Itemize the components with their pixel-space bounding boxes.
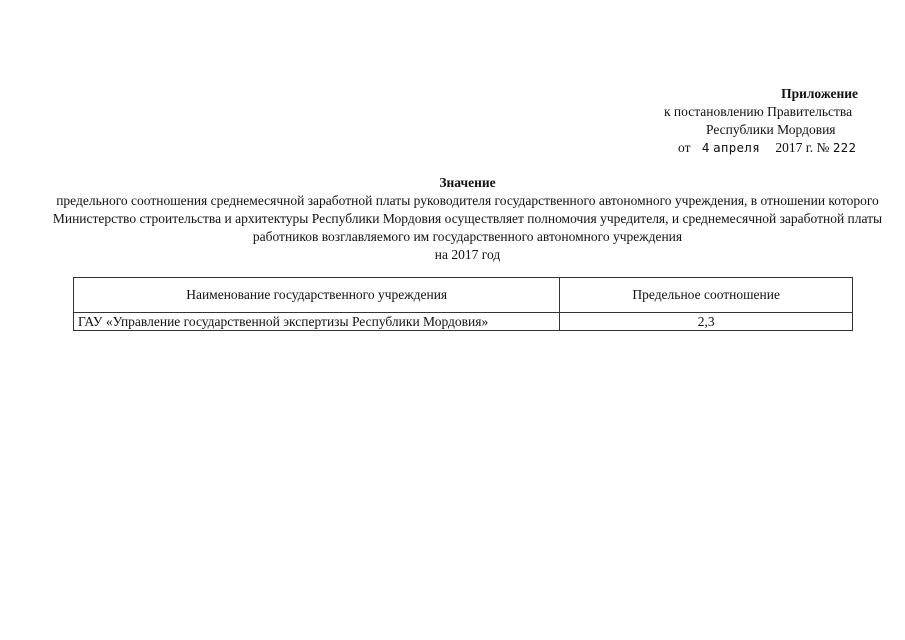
appendix-resolution-line: к постановлению Правительства [664,104,853,119]
number-label: № [816,140,830,155]
table-row [74,313,853,331]
date-day: 4 [701,140,710,155]
date-year: 2017 г. [775,140,814,155]
appendix-title: Приложение [781,86,858,101]
appendix-block [640,85,880,157]
appendix-republic-line: Республики Мордовия [706,122,836,137]
resolution-number: 222 [832,140,857,155]
ratio-value-cell: 2,3 [560,313,853,331]
heading-period: на 2017 год [434,247,501,262]
document-heading [50,174,885,264]
header-ratio: Предельное соотношение [560,278,853,313]
heading-description: предельного соотношения среднемесячной заработной платы руководителя государственного автономного учреждения, в отношении которого Министерство строительства и архитектуры Республики Мордовия осуществляет полномочия учредителя, и среднемесячной заработной платы работников возглавляемого им государственного автономного учреждения [52,193,883,244]
ratio-table [73,277,853,331]
date-month: апреля [713,140,761,155]
institution-name-cell: ГАУ «Управление государственной экспертизы Республики Мордовия» [74,313,560,331]
date-from-label: от [678,140,691,155]
header-institution-name: Наименование государственного учреждения [74,278,560,313]
heading-title: Значение [439,175,496,190]
appendix-date-line [640,139,880,157]
table-header-row [74,278,853,313]
